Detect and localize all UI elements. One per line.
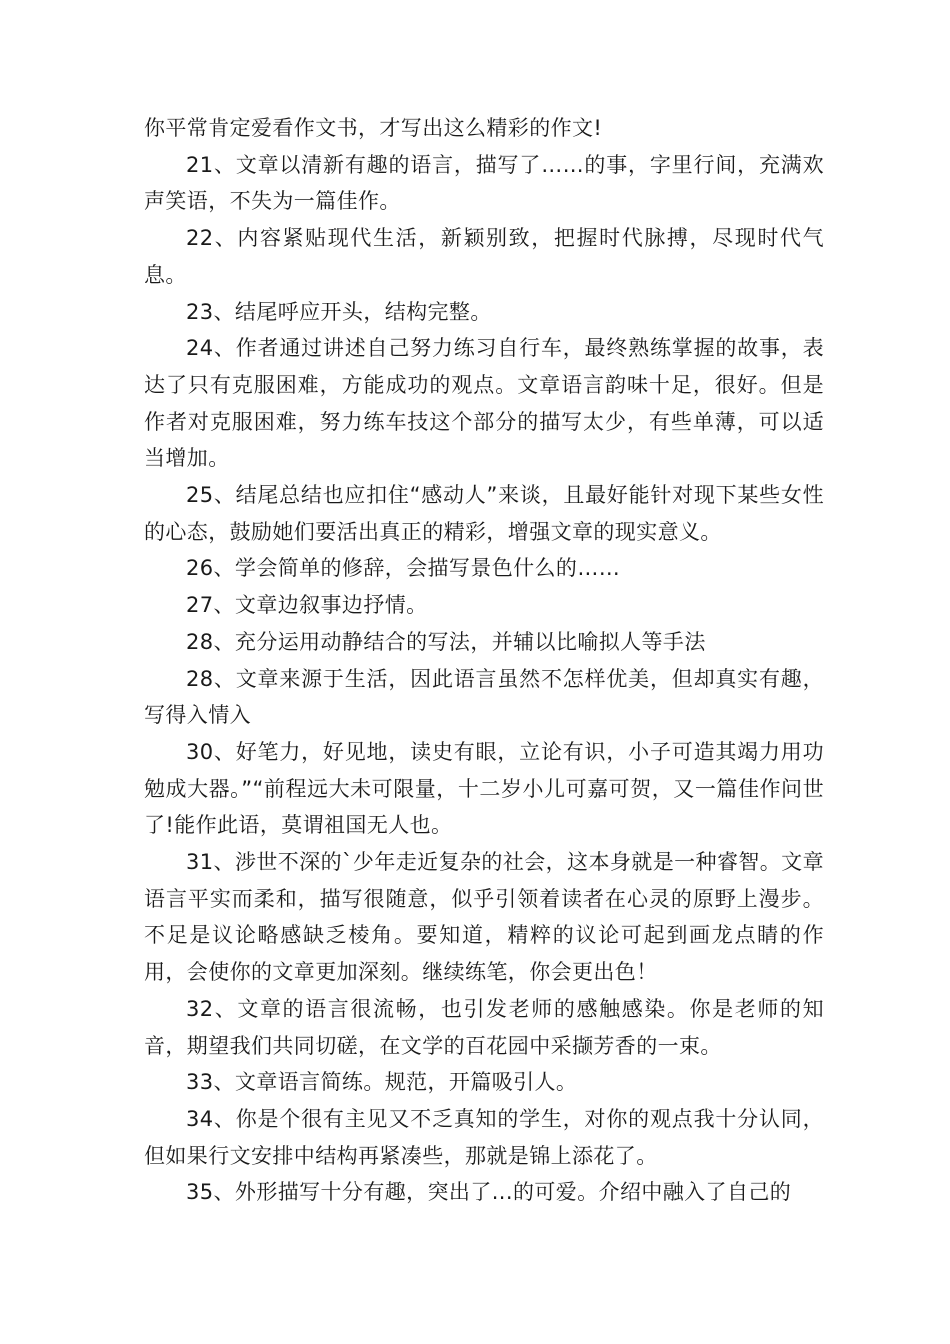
paragraph: 你平常肯定爱看作文书，才写出这么精彩的作文! (144, 116, 603, 140)
paragraph: 21、文章以清新有趣的语言，描写了……的事，字里行间，充满欢声笑语，不失为一篇佳作。 (144, 152, 824, 214)
paragraph: 27、文章边叙事边抒情。 (186, 593, 428, 618)
paragraph: 28、文章来源于生活，因此语言虽然不怎样优美，但却真实有趣，写得入情入 (144, 666, 824, 728)
paragraph: 24、作者通过讲述自己努力练习自行车，最终熟练掌握的故事，表达了只有克服困难，方能成功的观点。文章语言韵味十足，很好。但是作者对克服困难，努力练车技这个部分的描写太少，有些单薄，可以适当增加。 (144, 336, 824, 471)
paragraph: 26、学会简单的修辞，会描写景色什么的…… (186, 556, 621, 581)
paragraph: 32、文章的语言很流畅，也引发老师的感触感染。你是老师的知音，期望我们共同切磋，在文学的百花园中采撷芳香的一束。 (144, 996, 824, 1058)
paragraph: 22、内容紧贴现代生活，新颖别致，把握时代脉搏，尽现时代气息。 (144, 226, 824, 287)
paragraph: 31、涉世不深的`少年走近复杂的社会，这本身就是一种睿智。文章语言平实而柔和，描写很随意，似乎引领着读者在心灵的原野上漫步。不足是议论略感缺乏棱角。要知道，精粹的议论可起到画龙点睛的作用，会使你的文章更加深刻。继续练笔，你会更出色！ (144, 850, 824, 985)
paragraph: 34、你是个很有主见又不乏真知的学生，对你的观点我十分认同，但如果行文安排中结构再紧凑些，那就是锦上添花了。 (144, 1106, 824, 1168)
paragraph: 30、好笔力，好见地，读史有眼，立论有识，小子可造其竭力用功勉成大器。”“前程远大未可限量，十二岁小儿可嘉可贺，又一篇佳作问世了!能作此语，莫谓祖国无人也。 (144, 739, 824, 838)
document-body (144, 110, 824, 1211)
paragraph: 33、文章语言简练。规范，开篇吸引人。 (186, 1070, 578, 1095)
paragraph: 35、外形描写十分有趣，突出了...的可爱。介绍中融入了自己的 (186, 1180, 792, 1205)
paragraph: 28、充分运用动静结合的写法，并辅以比喻拟人等手法 (186, 629, 706, 654)
paragraph: 25、结尾总结也应扣住“感动人”来谈，且最好能针对现下某些女性的心态，鼓励她们要活出真正的精彩，增强文章的现实意义。 (144, 483, 824, 544)
paragraph: 23、结尾呼应开头，结构完整。 (186, 299, 492, 324)
